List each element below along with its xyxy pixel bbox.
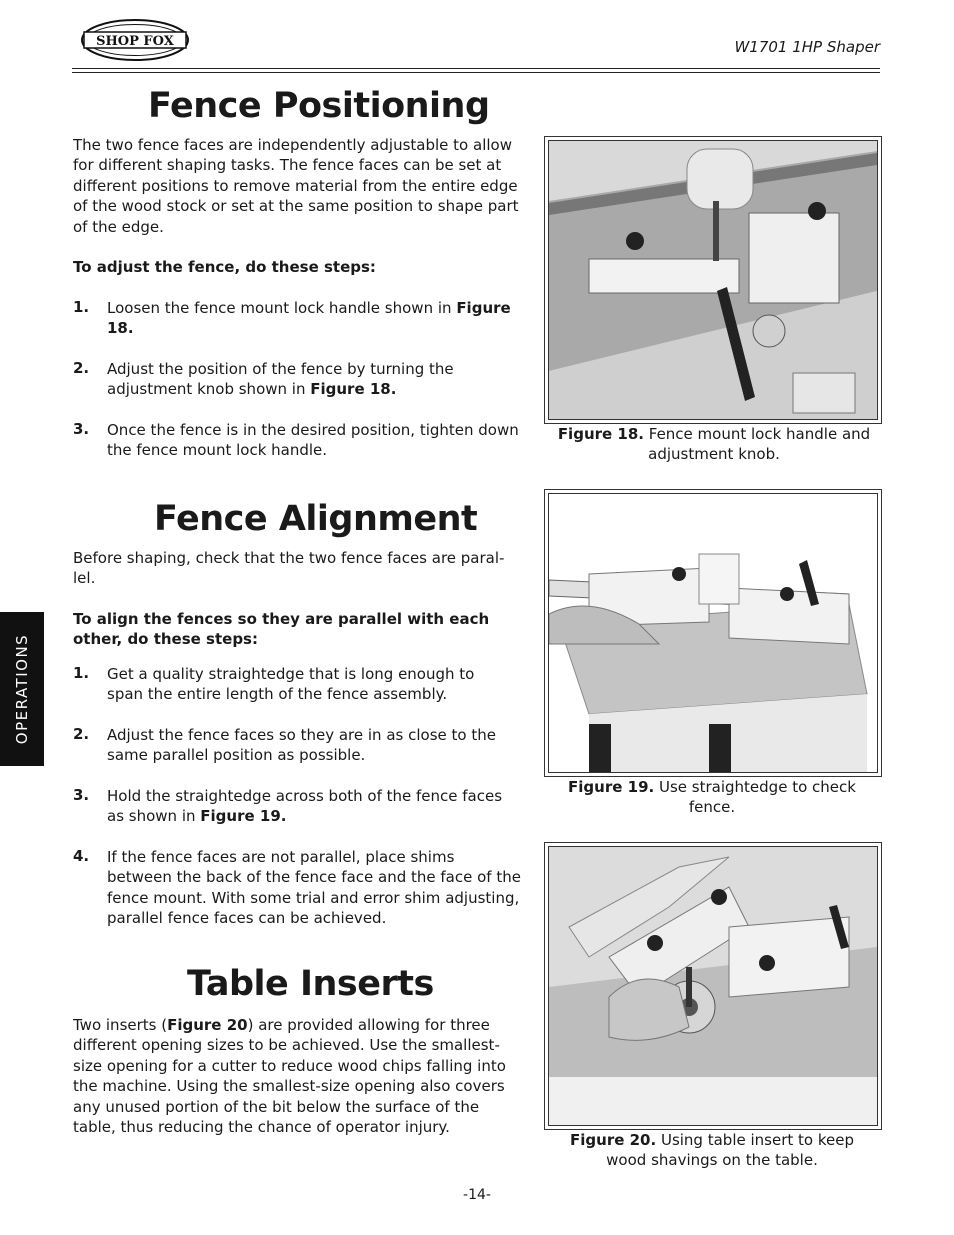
fence-positioning-steps-heading: To adjust the fence, do these steps: <box>73 258 376 276</box>
step-number: 3. <box>73 420 90 438</box>
step-text: Adjust the position of the fence by turning the adjustment knob shown in Figure 18. <box>107 360 454 399</box>
figure-18-caption: Figure 18. Fence mount lock handle and adjustment knob. <box>557 425 871 464</box>
section-title-fence-positioning: Fence Positioning <box>148 86 490 126</box>
figure-18-photo <box>544 136 882 424</box>
section-tab <box>0 612 44 766</box>
section-title-table-inserts: Table Inserts <box>187 964 434 1004</box>
step-number: 2. <box>73 359 90 377</box>
section-tab-label: OPERATIONS <box>13 633 31 745</box>
step-text: Hold the straightedge across both of the fence faces as shown in Figure 19. <box>107 787 503 826</box>
step-text: If the fence faces are not parallel, place shims between the back of the fence face and the face of the fence mount. With some trial and error shim adjusting, parallel fence faces can be achieved. <box>107 848 521 928</box>
figure-reference: Figure 19. <box>200 807 287 826</box>
step-number: 1. <box>73 664 90 682</box>
header-rule <box>72 72 880 73</box>
figure-19-caption: Figure 19. Use straightedge to check fence. <box>568 778 856 817</box>
document-id: W1701 1HP Shaper <box>734 38 880 56</box>
figure-20-caption: Figure 20. Using table insert to keep wood shavings on the table. <box>570 1131 854 1170</box>
figure-20-photo <box>544 842 882 1130</box>
header-rule <box>72 68 880 69</box>
figure-reference: Figure 18. <box>310 380 397 399</box>
figure-reference: Figure 20 <box>167 1016 248 1034</box>
table-inserts-text: Two inserts (Figure 20) are provided allowing for three different opening sizes to be achieved. Use the smallest-size opening for a cutter to reduce wood chips falling into the machine. Using the smallest-size opening also covers any unused portion of the bit below the surface of the table, thus reducing the chance of operator injury. <box>73 1016 506 1137</box>
step-number: 2. <box>73 725 90 743</box>
fence-alignment-intro: Before shaping, check that the two fence faces are paral- lel. <box>73 549 505 588</box>
step-number: 4. <box>73 847 90 865</box>
step-number: 1. <box>73 298 90 316</box>
step-text: Once the fence is in the desired position, tighten down the fence mount lock handle. <box>107 421 519 460</box>
figure-reference: Figure 18. <box>107 299 511 338</box>
shop-fox-logo <box>80 18 190 62</box>
logo-text: SHOP FOX <box>96 34 174 49</box>
step-text: Get a quality straightedge that is long enough to span the entire length of the fence assembly. <box>107 665 475 704</box>
section-title-fence-alignment: Fence Alignment <box>154 499 478 539</box>
fence-alignment-steps-heading: To align the fences so they are parallel with each other, do these steps: <box>73 610 490 649</box>
step-text: Loosen the fence mount lock handle shown in Figure 18. <box>107 299 511 338</box>
step-number: 3. <box>73 786 90 804</box>
figure-19-photo <box>544 489 882 777</box>
fence-positioning-intro: The two fence faces are independently adjustable to allow for different shaping tasks. The fence faces can be set at different positions to remove material from the entire edge of the wood stock or set at the same position to shape part of the edge. <box>73 136 519 236</box>
page-number: -14- <box>463 1187 491 1203</box>
step-text: Adjust the fence faces so they are in as close to the same parallel position as possible. <box>107 726 496 765</box>
